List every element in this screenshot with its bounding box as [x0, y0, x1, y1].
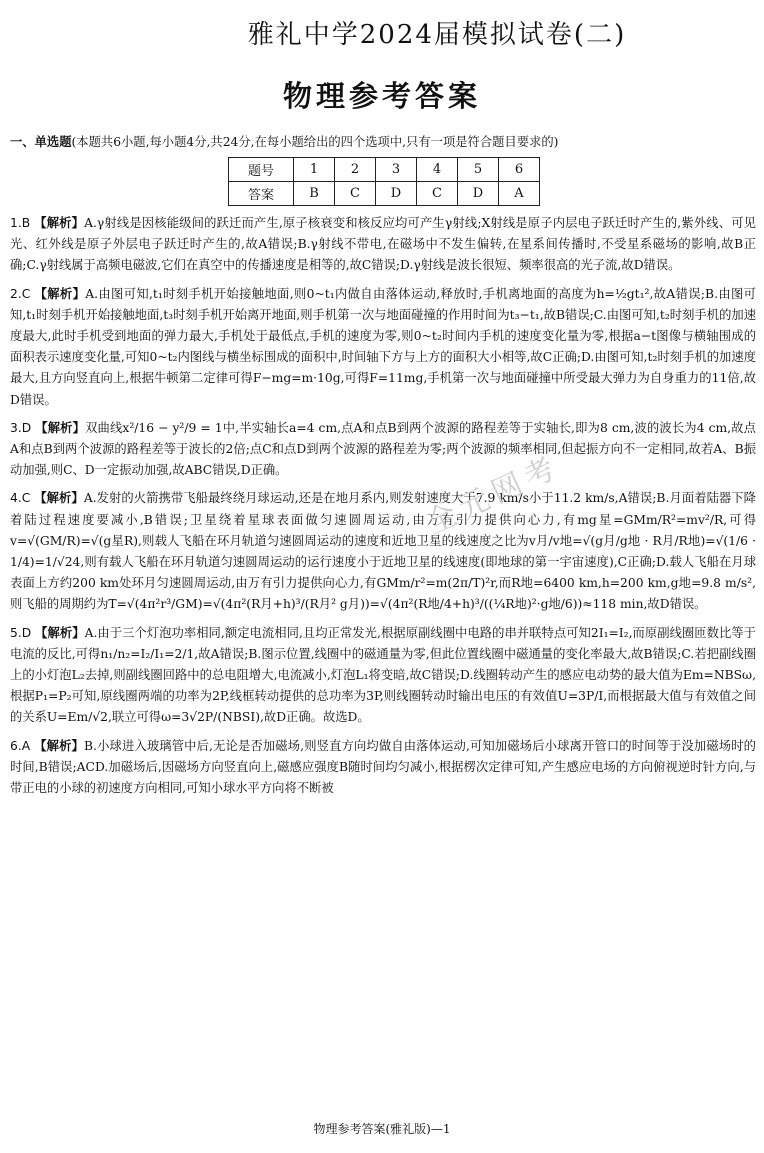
solution-2: [10, 283, 756, 411]
solution-4: [10, 487, 756, 615]
table-row-answers: [229, 182, 540, 206]
solution-text: A.由图可知,t₁时刻手机开始接触地面,则0~t₁内做自由落体运动,释放时,手机离地面的高度为h=½gt₁²,故A错误;B.由图可知,t₁时刻手机开始接触地面,t₃时刻手机开始离开地面,则手机第一次与地面碰撞的作用时间为t₃−t₁,故B错误;C.由图可知,t₂时刻手机的加速度最大,此时手机受到地面的弹力最大,手机处于最低点,手机的速度为零,则0~t₂时间内手机的速度变化量为零,根据a−t图像与横轴围成的面积表示速度变化量,可知0~t₂内图线与横坐标围成的面积中,时间轴下方与上方的面积大小相等,故C正确;D.由图可知,t₂时刻手机的加速度最大,且方向竖直向上,根据牛顿第二定律可得F−mg=m·10g,可得F=11mg,手机第一次与地面碰撞中所受最大弹力为自身重力的11倍,故D错误。: [10, 286, 756, 407]
analysis-tag: 【解析】: [34, 215, 85, 230]
school-title: 雅礼中学2024届模拟试卷(二): [247, 20, 627, 50]
analysis-tag: 【解析】: [35, 624, 85, 640]
question-number: 3.D: [10, 420, 32, 435]
table-cell: A: [499, 182, 540, 206]
table-cell: 3: [376, 158, 417, 182]
section-heading: 一、单选题: [10, 134, 72, 149]
solution-text: 双曲线x²/16 − y²/9 = 1中,半实轴长a=4 cm,点A和点B到两个波源的路程差等于实轴长,即为8 cm,波的波长为4 cm,故点A和点B到两个波源的路程差等于波长的2倍;点C和点D到两个波源的路程差为零;两个波源的频率相同,但起振方向不一定相同,故若A、B振动加强,则C、D一定振动加强,故ABC错误,D正确。: [10, 420, 756, 478]
analysis-tag: 【解析】: [34, 490, 84, 506]
page-footer: 物理参考答案(雅礼版)—1: [313, 1122, 451, 1136]
table-cell: B: [294, 182, 335, 206]
table-cell: 4: [417, 158, 458, 182]
solutions-body: [10, 212, 756, 805]
question-number: 2.C: [10, 286, 31, 301]
table-cell: D: [458, 182, 499, 206]
solution-text: A.γ射线是因核能级间的跃迁而产生,原子核衰变和核反应均可产生γ射线;X射线是原子内层电子跃迁时产生的,紫外线、可见光、红外线是原子外层电子跃迁时产生的,故A错误;B.γ射线不带电,在磁场中不发生偏转,在星系间传播时,不受星系磁场的影响,故B正确;C.γ射线属于高频电磁波,它们在真空中的传播速度是相等的,故C错误;D.γ射线是波长很短、频率很高的光子流,故D错误。: [10, 216, 756, 273]
solution-5: [10, 622, 756, 729]
table-cell: 1: [294, 158, 335, 182]
solution-text: B.小球进入玻璃管中后,无论是否加磁场,则竖直方向均做自由落体运动,可知加磁场后小球离开管口的时间等于没加磁场时的时间,B错误;ACD.加磁场后,因磁场方向竖直向上,磁感应强度B随时间均匀减小,根据楞次定律可知,产生感应电场的方向俯视逆时针方向,与带正电的小球的初速度方向相同,可知小球水平方向将不断被: [10, 738, 756, 796]
solution-3: [10, 417, 756, 482]
question-number: 1.B: [10, 216, 31, 230]
row-label-number: 题号: [229, 158, 294, 182]
analysis-tag: 【解析】: [35, 419, 86, 435]
table-cell: 6: [499, 158, 540, 182]
analysis-tag: 【解析】: [34, 285, 86, 301]
solution-text: A.发射的火箭携带飞船最终绕月球运动,还是在地月系内,则发射速度大于7.9 km/s小于11.2 km/s,A错误;B.月面着陆器下降着陆过程速度要减小,B错误;卫星绕着星球表面做匀速圆周运动,由万有引力提供向心力,有mg星=GMm/R²=mv²/R,可得v=√(GM/R)=√(g星R),则载人飞船在环月轨道匀速圆周运动的速度和近地卫星的线速度之比为v月/v地=√(g月/g地 · R月/R地)=√(1/6 · 1/4)=1/√24,则有载人飞船在环月轨道匀速圆周运动的运行速度小于近地卫星的线速度(即地球的第一宇宙速度),C正确;D.载人飞船在月球表面上方约200 km处环月匀速圆周运动,由万有引力提供向心力,有GMm/r²=m(2π/T)²r,而R地=6400 km,h=200 km,g地=9.8 m/s²,则飞船的周期约为T=√(4π²r³/GM)=√(4π²(R月+h)³/(R月² g月))=√(4π²(R地/4+h)³/((¼R地)²·g地/6))≈118 min,故D错误。: [10, 491, 756, 612]
table-cell: 5: [458, 158, 499, 182]
table-cell: D: [376, 182, 417, 206]
answer-table: [228, 157, 540, 206]
table-cell: C: [417, 182, 458, 206]
question-number: 5.D: [10, 625, 32, 640]
section-header: [10, 134, 754, 150]
table-cell: C: [335, 182, 376, 206]
question-number: 4.C: [10, 491, 31, 506]
solution-text: A.由于三个灯泡功率相同,额定电流相同,且均正常发光,根据原副线圈中电路的串并联特点可知2I₁=I₂,而原副线圈匝数比等于电流的反比,可得n₁/n₂=I₂/I₁=2/1,故A错误;B.图示位置,线圈中的磁通量为零,但此位置线圈中磁通量的变化率最大,故B错误;C.若把副线圈上的小灯泡L₂去掉,则副线圈回路中的总电阻增大,电流减小,灯泡L₁将变暗,故C错误;D.线圈转动产生的感应电动势的最大值为Em=NBSω,根据P₁=P₂可知,原线圈两端的功率为2P,线框转动提供的总功率为3P,则线圈转动时输出电压的有效值U=3P/I,而根据最大值与有效值之间的关系U=Em/√2,联立可得ω=3√2P/(NBSI),故D正确。故选D。: [10, 625, 756, 725]
analysis-tag: 【解析】: [34, 737, 84, 753]
table-row-numbers: [229, 158, 540, 182]
watermark: 全元网考: [420, 448, 567, 542]
main-title: 物理参考答案: [282, 79, 481, 113]
question-number: 6.A: [10, 738, 31, 753]
solution-6: [10, 735, 756, 800]
solution-1: [10, 212, 756, 277]
section-description: (本题共6小题,每小题4分,共24分,在每小题给出的四个选项中,只有一项是符合题目要求的): [71, 135, 559, 149]
row-label-answer: 答案: [229, 182, 294, 206]
table-cell: 2: [335, 158, 376, 182]
